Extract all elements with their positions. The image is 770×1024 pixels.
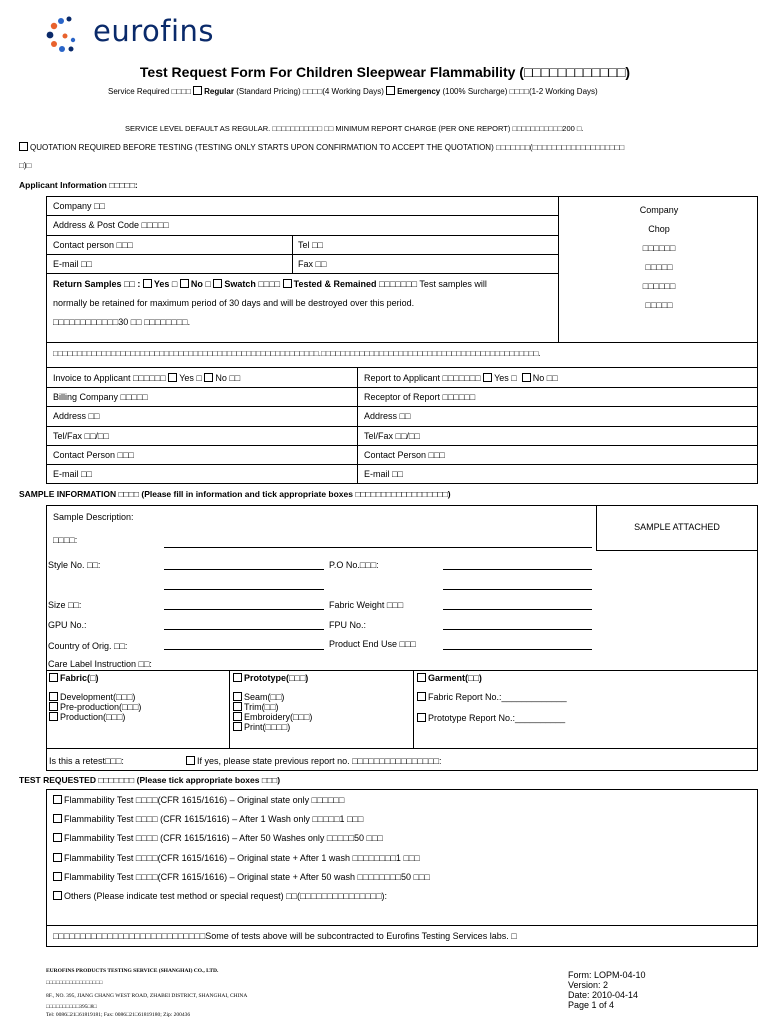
style-no-input[interactable] bbox=[164, 569, 324, 570]
sample-description-cn: □□□□: bbox=[53, 535, 78, 545]
po-no-input[interactable] bbox=[443, 569, 592, 570]
fax-field[interactable]: Fax □□ bbox=[298, 259, 327, 269]
report-label: Report to Applicant □□□□□□□ bbox=[364, 373, 481, 383]
tested-label: Tested & Remained □□□□□□□ bbox=[293, 279, 418, 289]
invoice-no-checkbox[interactable] bbox=[204, 373, 213, 382]
test-option bbox=[53, 814, 363, 824]
logo-dots-icon bbox=[45, 16, 91, 56]
return-samples-row bbox=[53, 279, 487, 289]
sample-heading: SAMPLE INFORMATION □□□□ (Please fill in information and tick appropriate boxes □□□□□□□□□□□□□□□□□□) bbox=[19, 489, 451, 499]
billing-telfax-field[interactable]: Tel/Fax □□/□□ bbox=[53, 431, 109, 441]
declaration: □□□□□□□□□□□□□□□□□□□□□□□□□□□□□□□□□□□□□□□□□□□□□□□□□□□□□□□.□□□□□□□□□□□□□□□□□□□□□□□□□□□□□□□□□□□□□□□□□□□□□. bbox=[53, 349, 541, 358]
page-number: Page 1 of 4 bbox=[568, 1000, 615, 1010]
sample-attached-label: SAMPLE ATTACHED bbox=[634, 522, 720, 532]
brand-name: eurofins bbox=[93, 14, 215, 48]
billing-email-field[interactable]: E-mail □□ bbox=[53, 469, 92, 479]
footer-company-cn: □□□□□□□□□□□□□□□□□ bbox=[46, 980, 103, 986]
style-no-input-2[interactable] bbox=[164, 589, 324, 590]
report-row bbox=[364, 373, 558, 383]
chop-line: □□□□□ bbox=[645, 262, 673, 272]
print-label: Print(□□□□) bbox=[244, 722, 291, 732]
fabric-checkbox[interactable] bbox=[49, 673, 58, 682]
chop-line: □□□□□ bbox=[645, 300, 673, 310]
test-option bbox=[53, 853, 420, 863]
prototype-report-label: Prototype Report No.:__________ bbox=[428, 713, 566, 723]
return-note: Test samples will bbox=[419, 279, 487, 289]
applicant-heading: Applicant Information □□□□□: bbox=[19, 180, 138, 190]
tests-box bbox=[46, 789, 758, 947]
footer-phone: Tel: 0086□21□61819181; Fax: 0086□21□61819180; Zip: 200436 bbox=[46, 1012, 191, 1018]
test-checkbox[interactable] bbox=[53, 891, 62, 900]
retest-label: Is this a retest□□□: bbox=[49, 756, 124, 766]
fabric-report-checkbox[interactable] bbox=[417, 692, 426, 701]
form-info bbox=[568, 970, 646, 1010]
preproduction-label: Pre-production(□□□) bbox=[60, 702, 142, 712]
report-no-label: No □□ bbox=[532, 373, 558, 383]
test-label: Flammability Test □□□□ (CFR 1615/1616) – After 50 Washes only □□□□□50 □□□ bbox=[64, 833, 383, 843]
email-field[interactable]: E-mail □□ bbox=[53, 259, 92, 269]
emergency-checkbox[interactable] bbox=[386, 86, 395, 95]
retest-note: If yes, please state previous report no. □□□□□□□□□□□□□□□□: bbox=[197, 756, 442, 766]
test-checkbox[interactable] bbox=[53, 795, 62, 804]
test-option bbox=[53, 833, 383, 843]
footer-address-cn: □□□□□□□□□□395□8□ bbox=[46, 1004, 97, 1010]
test-checkbox[interactable] bbox=[53, 853, 62, 862]
garment-checkbox[interactable] bbox=[417, 673, 426, 682]
return-yes-checkbox[interactable] bbox=[143, 279, 152, 288]
country-input[interactable] bbox=[164, 649, 324, 650]
fpu-input[interactable] bbox=[443, 629, 592, 630]
form-date: Date: 2010-04-14 bbox=[568, 990, 639, 1000]
tested-checkbox[interactable] bbox=[283, 279, 292, 288]
test-label: Flammability Test □□□□(CFR 1615/1616) – Original state + After 1 wash □□□□□□□□1 □□□ bbox=[64, 853, 420, 863]
fabric-option bbox=[49, 673, 98, 683]
prototype-checkbox[interactable] bbox=[233, 673, 242, 682]
invoice-row bbox=[53, 373, 240, 383]
quotation-checkbox[interactable] bbox=[19, 142, 28, 151]
size-input[interactable] bbox=[164, 609, 324, 610]
development-checkbox[interactable] bbox=[49, 692, 58, 701]
return-no-label: No □ bbox=[190, 279, 211, 289]
gpu-label: GPU No.: bbox=[48, 620, 87, 630]
retest-checkbox[interactable] bbox=[186, 756, 195, 765]
invoice-label: Invoice to Applicant □□□□□□ bbox=[53, 373, 166, 383]
regular-desc: (Standard Pricing) □□□□(4 Working Days) bbox=[236, 87, 384, 96]
company-field[interactable]: Company □□ bbox=[53, 201, 105, 211]
emergency-label: Emergency bbox=[397, 87, 441, 96]
billing-address-field[interactable]: Address □□ bbox=[53, 411, 100, 421]
report-no-checkbox[interactable] bbox=[522, 373, 531, 382]
service-required-label: Service Required □□□□ bbox=[108, 87, 191, 96]
regular-checkbox[interactable] bbox=[193, 86, 202, 95]
return-samples-label: Return Samples □□ : bbox=[53, 279, 141, 289]
country-label: Country of Orig. □□: bbox=[48, 641, 128, 651]
sample-box bbox=[46, 505, 758, 771]
seam-label: Seam(□□) bbox=[244, 692, 285, 702]
chop-line: □□□□□□ bbox=[642, 281, 676, 291]
emergency-desc: (100% Surcharge) □□□□(1-2 Working Days) bbox=[442, 87, 598, 96]
sample-description-label: Sample Description: bbox=[53, 512, 134, 522]
development-label: Development(□□□) bbox=[60, 692, 136, 702]
test-checkbox[interactable] bbox=[53, 833, 62, 842]
return-yes-label: Yes □ bbox=[153, 279, 178, 289]
subcontract-note: □□□□□□□□□□□□□□□□□□□□□□□□□□□□Some of tests above will be subcontracted to Eurofins Testing Services labs. □ bbox=[53, 931, 517, 941]
invoice-no-label: No □□ bbox=[215, 373, 241, 383]
billing-contact-field[interactable]: Contact Person □□□ bbox=[53, 450, 134, 460]
production-checkbox[interactable] bbox=[49, 712, 58, 721]
footer-company: EUROFINS PRODUCTS TESTING SERVICE (SHANGHAI) CO., LTD. bbox=[46, 968, 219, 974]
test-label: Flammability Test □□□□ (CFR 1615/1616) – After 1 Wash only □□□□□1 □□□ bbox=[64, 814, 364, 824]
seam-checkbox[interactable] bbox=[233, 692, 242, 701]
fabric-label: Fabric(□) bbox=[60, 673, 99, 683]
quotation-row bbox=[19, 142, 624, 152]
embroidery-checkbox[interactable] bbox=[233, 712, 242, 721]
service-default: SERVICE LEVEL DEFAULT AS REGULAR. □□□□□□□□□□□ □□ MINIMUM REPORT CHARGE (PER ONE REPORT) □□□□□□□□□□□200 □. bbox=[125, 124, 584, 133]
embroidery-label: Embroidery(□□□) bbox=[244, 712, 313, 722]
prototype-label: Prototype(□□□) bbox=[244, 673, 309, 683]
quotation-text-cont: □)□ bbox=[19, 161, 32, 170]
retest-option bbox=[186, 756, 442, 766]
preproduction-checkbox[interactable] bbox=[49, 702, 58, 711]
chop-line: Company bbox=[639, 205, 679, 215]
prototype-report-option bbox=[417, 713, 565, 723]
test-checkbox[interactable] bbox=[53, 814, 62, 823]
prototype-type-options bbox=[233, 692, 312, 732]
style-no-label: Style No. □□: bbox=[48, 560, 101, 570]
test-label: Flammability Test □□□□(CFR 1615/1616) – Original state only □□□□□□ bbox=[64, 795, 345, 805]
form-number: Form: LOPM-04-10 bbox=[568, 970, 646, 980]
invoice-yes-checkbox[interactable] bbox=[168, 373, 177, 382]
page-title: Test Request Form For Children Sleepwear Flammability (□□□□□□□□□□□□) bbox=[139, 64, 631, 80]
test-option bbox=[53, 891, 387, 901]
receptor-address-field[interactable]: Address □□ bbox=[364, 411, 411, 421]
care-label: Care Label Instruction □□: bbox=[48, 659, 152, 669]
fabric-report-option bbox=[417, 692, 567, 702]
fabric-report-label: Fabric Report No.:_____________ bbox=[428, 692, 567, 702]
fabric-weight-label: Fabric Weight □□□ bbox=[329, 600, 404, 610]
print-checkbox[interactable] bbox=[233, 722, 242, 731]
footer-address: 8F., NO. 395, JIANG CHANG WEST ROAD, ZHABEI DISTRICT, SHANGHAI, CHINA bbox=[46, 993, 248, 999]
size-label: Size □□: bbox=[48, 600, 82, 610]
report-yes-checkbox[interactable] bbox=[483, 373, 492, 382]
trim-checkbox[interactable] bbox=[233, 702, 242, 711]
test-option bbox=[53, 872, 430, 882]
swatch-label: Swatch □□□□ bbox=[224, 279, 281, 289]
regular-label: Regular bbox=[204, 87, 234, 96]
end-use-input[interactable] bbox=[443, 649, 592, 650]
sample-description-input[interactable] bbox=[164, 547, 592, 548]
test-option bbox=[53, 795, 344, 805]
billing-company-field[interactable]: Billing Company □□□□□ bbox=[53, 392, 148, 402]
form-version: Version: 2 bbox=[568, 980, 609, 990]
contact-person-field[interactable]: Contact person □□□ bbox=[53, 240, 133, 250]
po-no-input-2[interactable] bbox=[443, 589, 592, 590]
test-label: Flammability Test □□□□(CFR 1615/1616) – Original state + After 50 wash □□□□□□□□50 □□□ bbox=[64, 872, 430, 882]
return-note-cn: □□□□□□□□□□□□30 □□ □□□□□□□□. bbox=[53, 317, 191, 327]
test-checkbox[interactable] bbox=[53, 872, 62, 881]
receptor-telfax-field[interactable]: Tel/Fax □□/□□ bbox=[364, 431, 420, 441]
prototype-report-checkbox[interactable] bbox=[417, 713, 426, 722]
service-required-row bbox=[108, 86, 598, 96]
garment-label: Garment(□□) bbox=[428, 673, 482, 683]
quotation-text: QUOTATION REQUIRED BEFORE TESTING (TESTING ONLY STARTS UPON CONFIRMATION TO ACCEPT THE QUOTATION) □□□□□□□(□□□□□□□□□□□□□□□□□□□ bbox=[30, 143, 625, 152]
swatch-checkbox[interactable] bbox=[213, 279, 222, 288]
fpu-label: FPU No.: bbox=[329, 620, 367, 630]
test-label: Others (Please indicate test method or special request) □□(□□□□□□□□□□□□□□□): bbox=[64, 891, 388, 901]
chop-line: Chop bbox=[648, 224, 670, 234]
receptor-email-field[interactable]: E-mail □□ bbox=[364, 469, 403, 479]
receptor-contact-field[interactable]: Contact Person □□□ bbox=[364, 450, 445, 460]
tests-heading: TEST REQUESTED □□□□□□□ (Please tick appropriate boxes □□□) bbox=[19, 775, 281, 785]
trim-label: Trim(□□) bbox=[244, 702, 279, 712]
chop-line: □□□□□□ bbox=[642, 243, 676, 253]
fabric-weight-input[interactable] bbox=[443, 609, 592, 610]
receptor-field[interactable]: Receptor of Report □□□□□□ bbox=[364, 392, 476, 402]
po-no-label: P.O No.□□□: bbox=[329, 560, 379, 570]
invoice-yes-label: Yes □ bbox=[179, 373, 202, 383]
garment-option bbox=[417, 673, 482, 683]
address-field[interactable]: Address & Post Code □□□□□ bbox=[53, 220, 169, 230]
end-use-label: Product End Use □□□ bbox=[329, 639, 416, 649]
return-note-cont: normally be retained for maximum period of 30 days and will be destroyed over this period. bbox=[53, 298, 415, 308]
return-no-checkbox[interactable] bbox=[180, 279, 189, 288]
report-yes-label: Yes □ bbox=[494, 373, 517, 383]
prototype-option bbox=[233, 673, 308, 683]
company-chop-area bbox=[560, 201, 758, 315]
gpu-input[interactable] bbox=[164, 629, 324, 630]
tel-field[interactable]: Tel □□ bbox=[298, 240, 323, 250]
production-label: Production(□□□) bbox=[60, 712, 126, 722]
fabric-stage-options bbox=[49, 692, 141, 722]
